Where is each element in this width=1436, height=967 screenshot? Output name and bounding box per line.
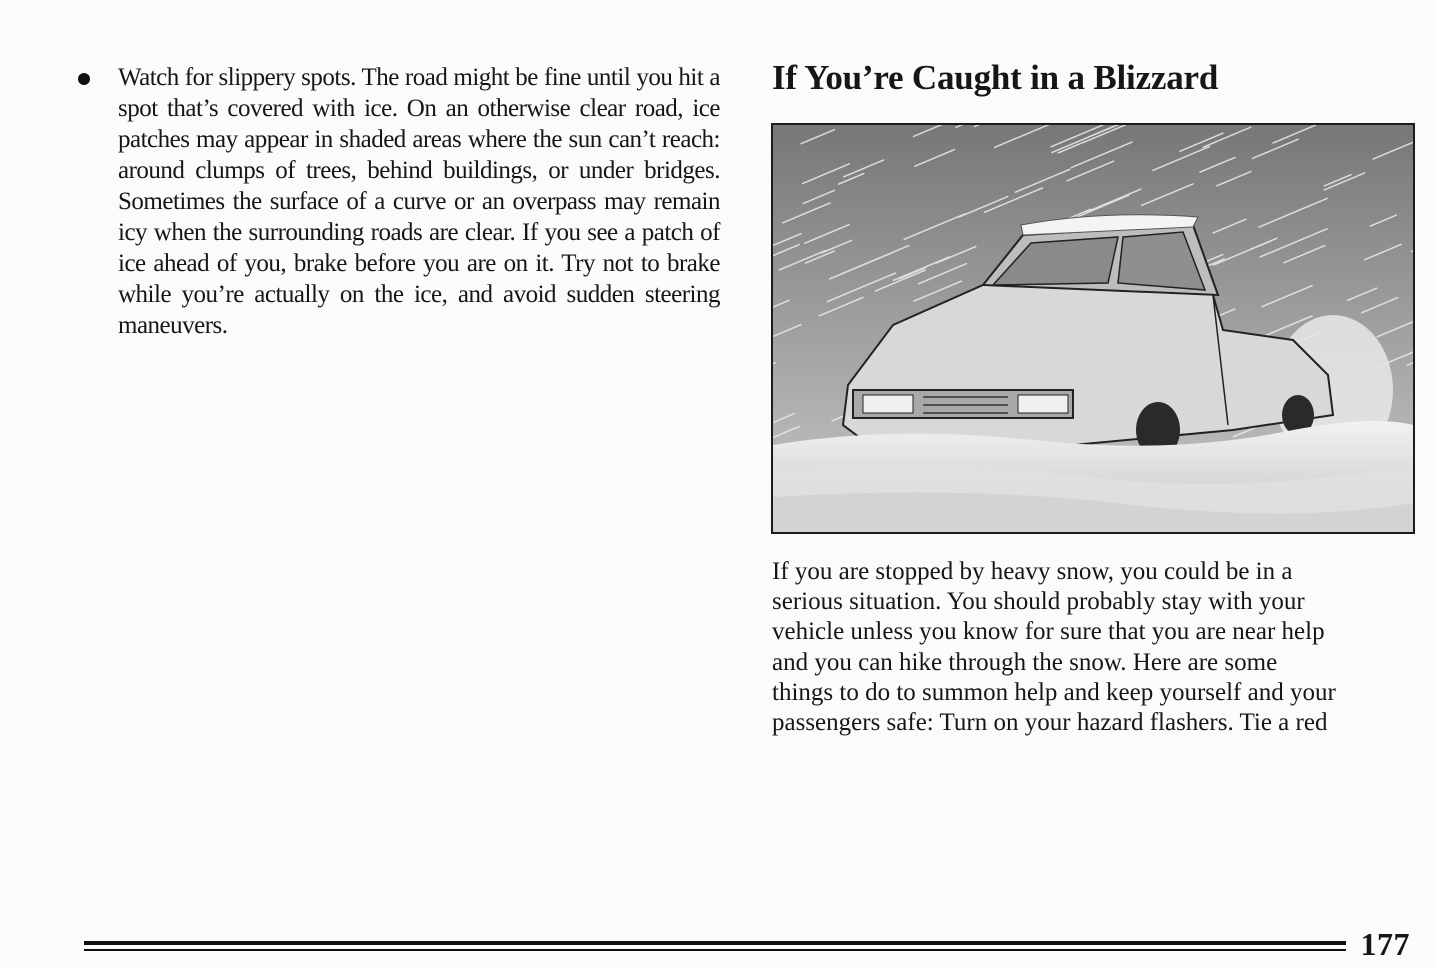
body-line: serious situation. You should probably stay with your [772, 588, 1305, 616]
section-heading: If You’re Caught in a Blizzard [772, 58, 1219, 97]
left-column [78, 62, 720, 341]
body-line: vehicle unless you know for sure that you are near help [772, 618, 1325, 646]
body-line: passengers safe: Turn on your hazard flashers. Tie a red [772, 709, 1328, 737]
body-line: and you can hike through the snow. Here are some [772, 648, 1278, 676]
footer-rule [84, 941, 1346, 945]
bullet-dot-icon [78, 73, 90, 85]
body-line: If you are stopped by heavy snow, you could be in a [772, 558, 1293, 585]
bullet-item-slippery-spots [78, 62, 720, 341]
page-number: 177 [1360, 926, 1410, 962]
body-line: things to do to summon help and keep yourself and your [772, 678, 1336, 706]
body-paragraph [772, 557, 1412, 738]
bullet-paragraph: Watch for slippery spots. The road might be fine until you hit a spot that’s covered with ice. On an otherwise clear road, ice patches may appear in shaded areas where the sun can’t reach: around clumps of trees, behind buildings, or under bridges. Sometimes the surface of a curve or an overpass may remain icy when the surrounding roads are clear. If you see a patch of ice ahead of you, brake before you are on it. Try not to brake while you’re actually on the ice, and avoid sudden steering maneuvers. [118, 64, 720, 339]
footer-rule-thin [84, 949, 1346, 951]
blizzard-car-illustration [771, 123, 1415, 534]
